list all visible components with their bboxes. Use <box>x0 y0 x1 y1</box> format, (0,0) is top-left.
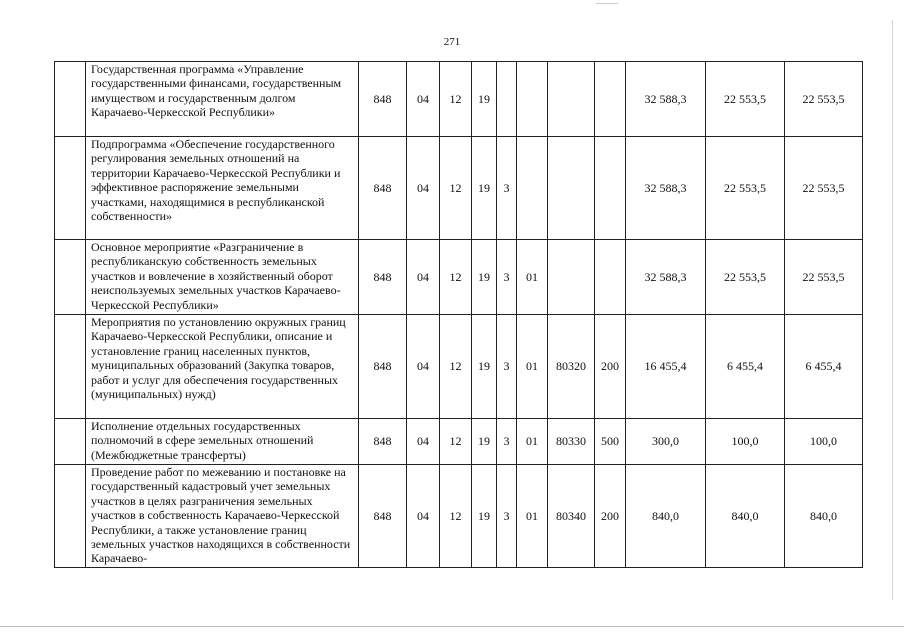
amount-year-2-cell: 6 455,4 <box>706 315 785 419</box>
amount-year-2-cell: 22 553,5 <box>706 240 785 315</box>
amount-year-2-cell: 100,0 <box>706 419 785 465</box>
program-code-cell: 19 <box>472 315 497 419</box>
event-code-cell: 01 <box>517 240 548 315</box>
row-name-cell: Государственная программа «Управление государственными финансами, государственным имуществом и государственным долгом Карачаево-Черкесской Республики» <box>86 62 359 137</box>
table-row <box>55 137 863 240</box>
event-code-cell: 01 <box>517 419 548 465</box>
subprogram-code-cell: 3 <box>497 315 517 419</box>
table-row <box>55 315 863 419</box>
expense-type-cell: 200 <box>595 465 626 568</box>
event-code-cell: 01 <box>517 465 548 568</box>
section-code-cell: 04 <box>407 137 440 240</box>
blank-cell <box>55 419 86 465</box>
subsection-code-cell: 12 <box>440 62 472 137</box>
row-name-cell: Подпрограмма «Обеспечение государственного регулирования земельных отношений на территории Карачаево-Черкесской Республики и эффективное распоряжение земельными участками, находящимися в республиканской собственности» <box>86 137 359 240</box>
blank-cell <box>55 137 86 240</box>
amount-year-2-cell: 22 553,5 <box>706 137 785 240</box>
expense-type-cell <box>595 137 626 240</box>
amount-year-1-cell: 840,0 <box>626 465 706 568</box>
row-name-cell: Мероприятия по установлению окружных границ Карачаево-Черкесской Республики, описание и установление границ населенных пунктов, муниципальных образований (Закупка товаров, работ и услуг для обеспечения государственных (муниципальных) нужд) <box>86 315 359 419</box>
program-code-cell: 19 <box>472 137 497 240</box>
table-row <box>55 240 863 315</box>
program-code-cell: 19 <box>472 465 497 568</box>
amount-year-3-cell: 22 553,5 <box>785 240 863 315</box>
direction-code-cell <box>548 62 595 137</box>
amount-year-1-cell: 32 588,3 <box>626 62 706 137</box>
direction-code-cell: 80330 <box>548 419 595 465</box>
expense-type-cell: 500 <box>595 419 626 465</box>
section-code-cell: 04 <box>407 315 440 419</box>
table-row <box>55 62 863 137</box>
row-name-cell: Проведение работ по межеванию и постановке на государственный кадастровый учет земельных участков в целях разграничения земельных участков в собственность Карачаево-Черкесской Республики, а также установление границ земельных участков находящихся в собственности Карачаево- <box>86 465 359 568</box>
amount-year-1-cell: 32 588,3 <box>626 137 706 240</box>
ministry-code-cell: 848 <box>359 465 407 568</box>
expense-type-cell: 200 <box>595 315 626 419</box>
section-code-cell: 04 <box>407 62 440 137</box>
ministry-code-cell: 848 <box>359 419 407 465</box>
blank-cell <box>55 315 86 419</box>
subsection-code-cell: 12 <box>440 419 472 465</box>
amount-year-3-cell: 22 553,5 <box>785 137 863 240</box>
budget-table <box>54 61 863 568</box>
program-code-cell: 19 <box>472 62 497 137</box>
direction-code-cell <box>548 240 595 315</box>
amount-year-1-cell: 32 588,3 <box>626 240 706 315</box>
amount-year-3-cell: 100,0 <box>785 419 863 465</box>
direction-code-cell <box>548 137 595 240</box>
subprogram-code-cell <box>497 62 517 137</box>
ministry-code-cell: 848 <box>359 62 407 137</box>
row-name-cell: Исполнение отдельных государственных полномочий в сфере земельных отношений (Межбюджетные трансферты) <box>86 419 359 465</box>
program-code-cell: 19 <box>472 419 497 465</box>
amount-year-1-cell: 300,0 <box>626 419 706 465</box>
direction-code-cell: 80340 <box>548 465 595 568</box>
amount-year-1-cell: 16 455,4 <box>626 315 706 419</box>
section-code-cell: 04 <box>407 419 440 465</box>
section-code-cell: 04 <box>407 240 440 315</box>
expense-type-cell <box>595 62 626 137</box>
subprogram-code-cell: 3 <box>497 137 517 240</box>
ministry-code-cell: 848 <box>359 240 407 315</box>
expense-type-cell <box>595 240 626 315</box>
ministry-code-cell: 848 <box>359 137 407 240</box>
event-code-cell: 01 <box>517 315 548 419</box>
ministry-code-cell: 848 <box>359 315 407 419</box>
blank-cell <box>55 465 86 568</box>
amount-year-3-cell: 6 455,4 <box>785 315 863 419</box>
subprogram-code-cell: 3 <box>497 419 517 465</box>
section-code-cell: 04 <box>407 465 440 568</box>
subprogram-code-cell: 3 <box>497 465 517 568</box>
subsection-code-cell: 12 <box>440 137 472 240</box>
scan-artifact-bottom <box>0 626 904 627</box>
subsection-code-cell: 12 <box>440 465 472 568</box>
amount-year-2-cell: 22 553,5 <box>706 62 785 137</box>
page-number: 271 <box>443 36 461 48</box>
blank-cell <box>55 62 86 137</box>
event-code-cell <box>517 62 548 137</box>
subsection-code-cell: 12 <box>440 240 472 315</box>
table-row <box>55 419 863 465</box>
direction-code-cell: 80320 <box>548 315 595 419</box>
scan-artifact-right <box>892 20 893 600</box>
table-row <box>55 465 863 568</box>
subprogram-code-cell: 3 <box>497 240 517 315</box>
row-name-cell: Основное мероприятие «Разграничение в республиканскую собственность земельных участков и вовлечение в хозяйственный оборот неиспользуемых земельных участков Карачаево-Черкесской Республики» <box>86 240 359 315</box>
amount-year-3-cell: 840,0 <box>785 465 863 568</box>
subsection-code-cell: 12 <box>440 315 472 419</box>
program-code-cell: 19 <box>472 240 497 315</box>
amount-year-3-cell: 22 553,5 <box>785 62 863 137</box>
scan-artifact-top <box>596 3 618 4</box>
amount-year-2-cell: 840,0 <box>706 465 785 568</box>
blank-cell <box>55 240 86 315</box>
event-code-cell <box>517 137 548 240</box>
